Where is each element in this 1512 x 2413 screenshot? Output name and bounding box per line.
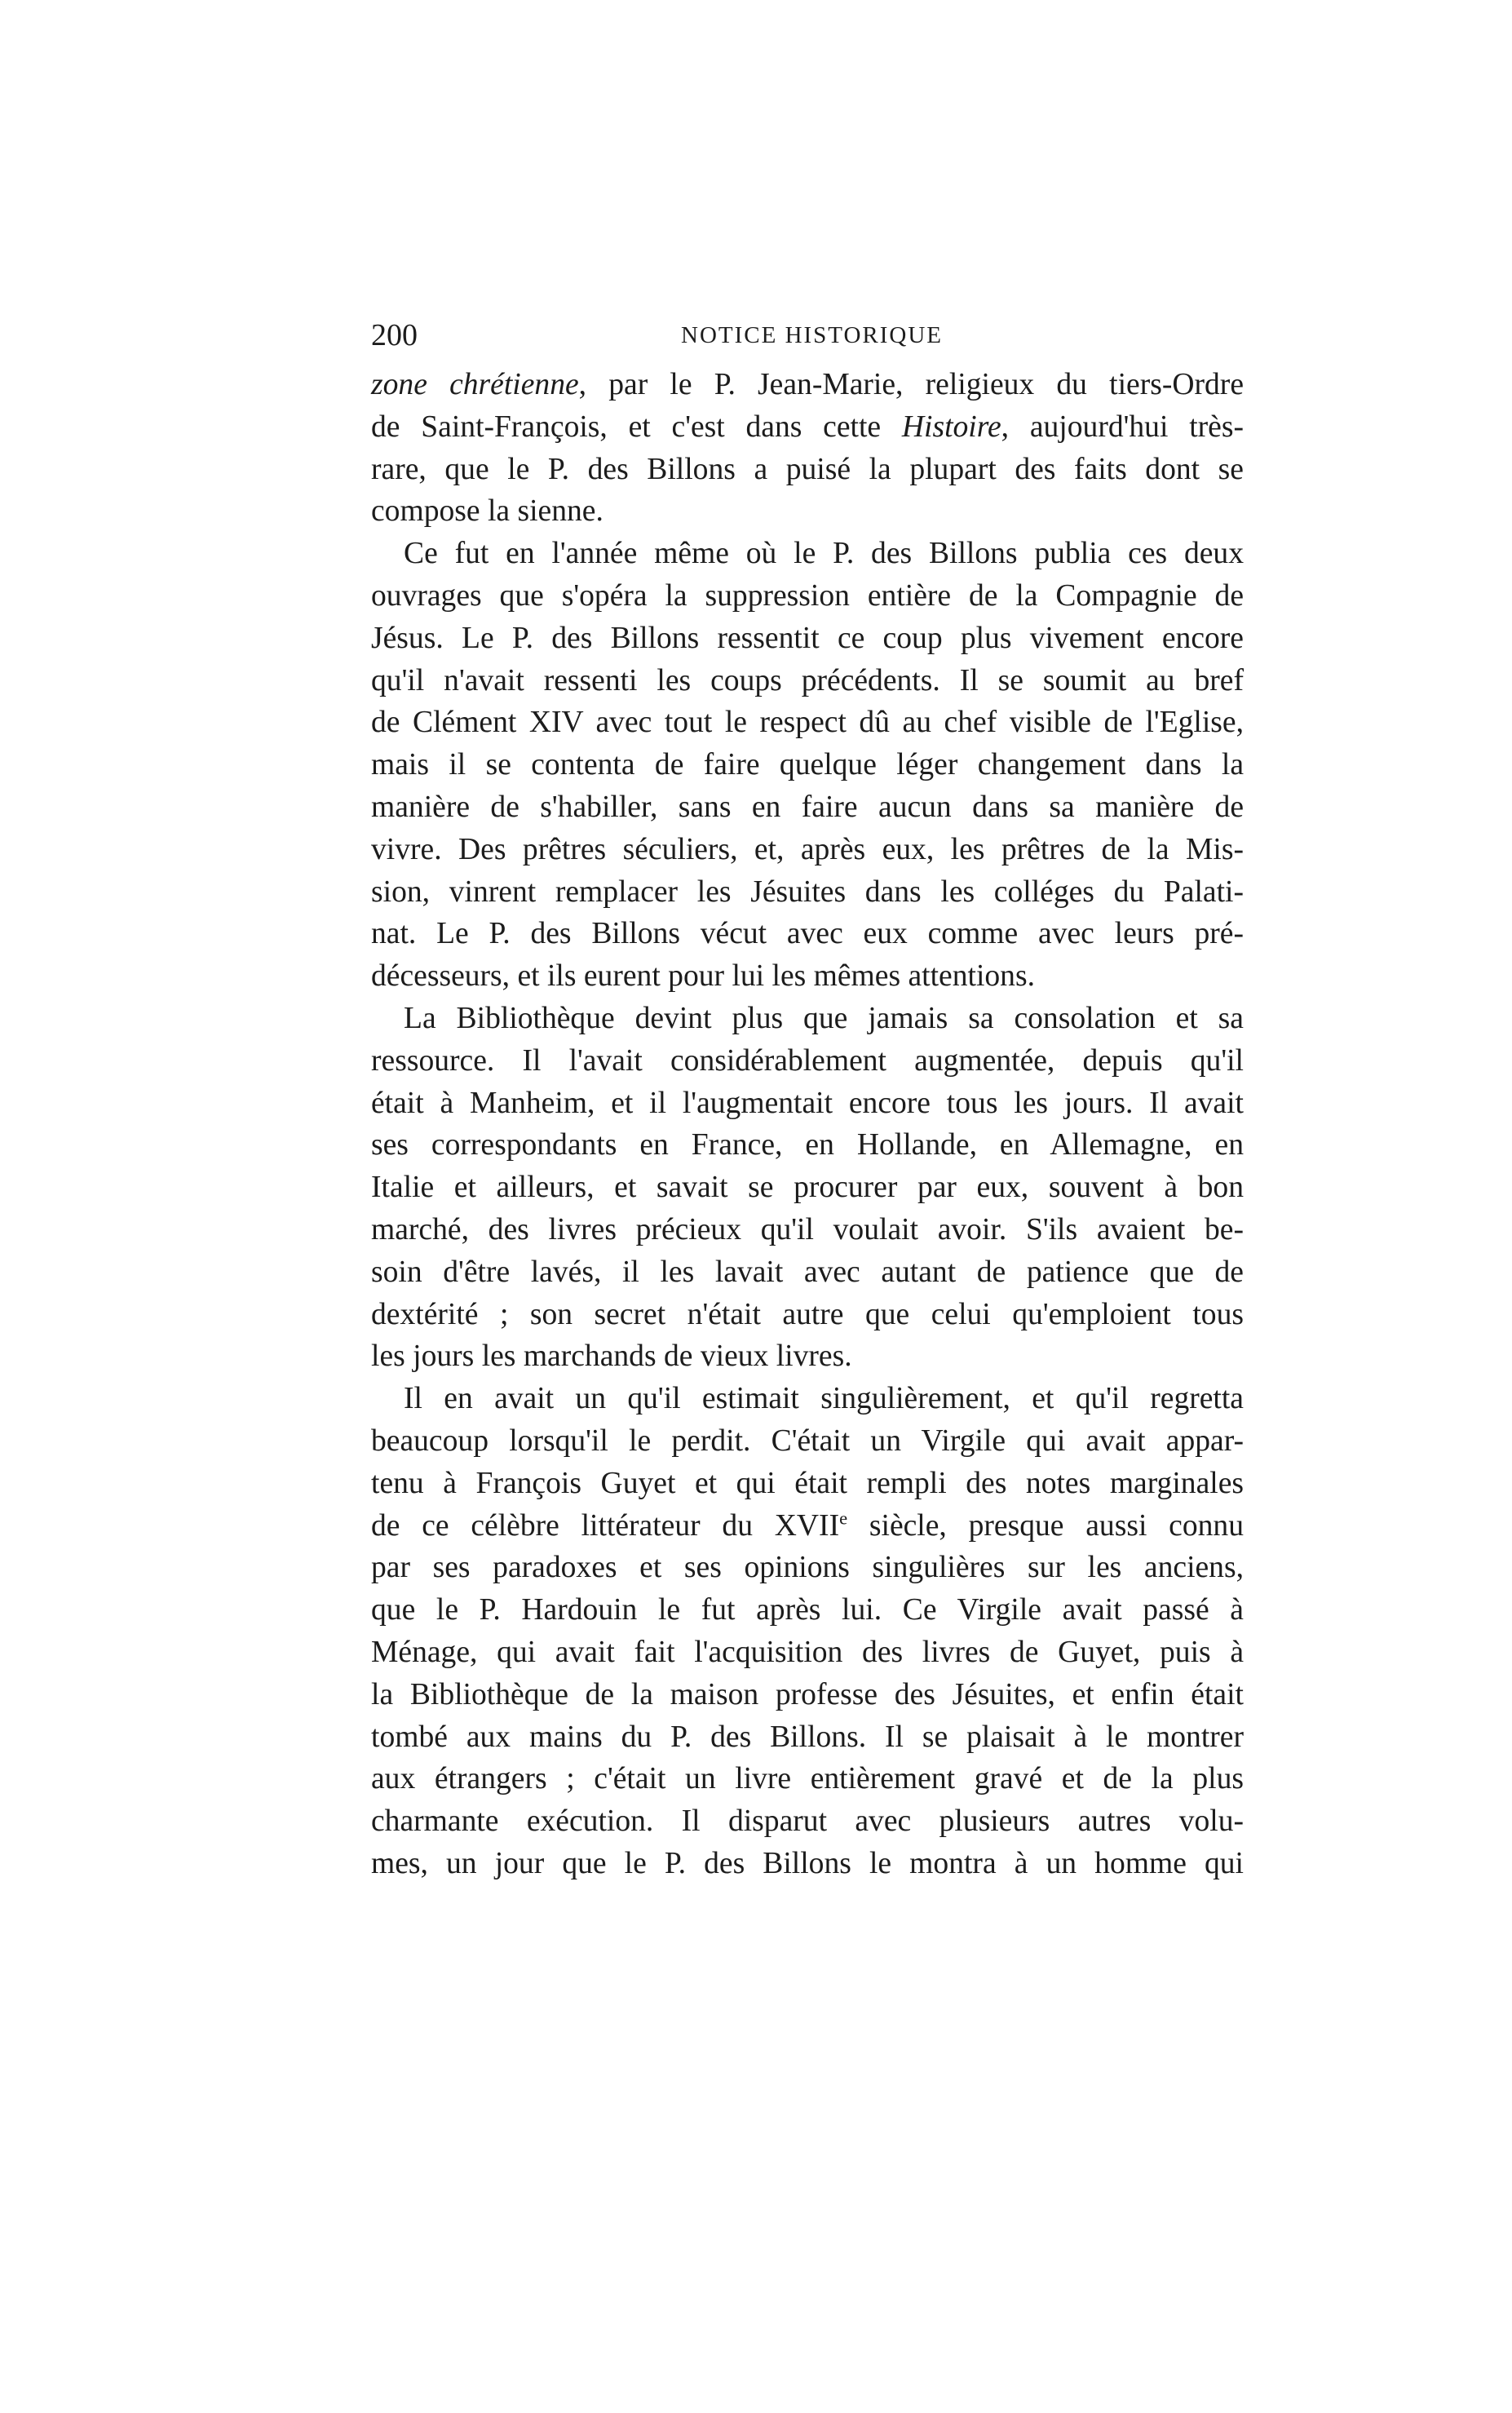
text-line: tenu à François Guyet et qui était rempli des notes marginales [371, 1466, 1244, 1500]
text-line: décesseurs, et ils eurent pour lui les mêmes attentions. [371, 959, 1035, 994]
text-line: que le P. Hardouin le fut après lui. Ce Virgile avait passé à [371, 1593, 1244, 1627]
text-line: beaucoup lorsqu'il le perdit. C'était un Virgile qui avait appar- [371, 1423, 1244, 1458]
body-text [371, 364, 1244, 1885]
paragraph-3 [371, 998, 1244, 1378]
text-line: mes, un jour que le P. des Billons le montra à un homme qui [371, 1846, 1244, 1880]
text-line: zone chrétienne, par le P. Jean-Marie, religieux du tiers-Ordre [371, 368, 1244, 401]
text-line: compose la sienne. [371, 494, 603, 529]
text-line: de Clément XIV avec tout le respect dû au chef visible de l'Eglise, [371, 706, 1244, 740]
text-line: vivre. Des prêtres séculiers, et, après eux, les prêtres de la Mis- [371, 832, 1244, 866]
text-line: ressource. Il l'avait considérablement augmentée, depuis qu'il [371, 1043, 1244, 1078]
text-line: ouvrages que s'opéra la suppression entière de la Compagnie de [371, 578, 1244, 613]
italic-term: zone chrétienne [371, 368, 579, 401]
page-number: 200 [371, 318, 418, 352]
text-line: manière de s'habiller, sans en faire aucun dans sa manière de [371, 790, 1244, 824]
text-line: sion, vinrent remplacer les Jésuites dans les colléges du Palati- [371, 874, 1244, 909]
text-line: Ce fut en l'année même où le P. des Billons publia ces deux [404, 537, 1244, 571]
text-line: qu'il n'avait ressenti les coups précédents. Il se soumit au bref [371, 663, 1244, 697]
text-line: rare, que le P. des Billons a puisé la plupart des faits dont se [371, 452, 1244, 486]
text-line: Il en avait un qu'il estimait singulièrement, et qu'il regretta [404, 1382, 1244, 1416]
text-line: les jours les marchands de vieux livres. [371, 1339, 852, 1374]
text-line: aux étrangers ; c'était un livre entièrement gravé et de la plus [371, 1762, 1244, 1796]
text-line: ses correspondants en France, en Hollande, en Allemagne, en [371, 1128, 1244, 1162]
page-header [371, 315, 1244, 356]
paragraph-1 [371, 364, 1244, 533]
text-line: nat. Le P. des Billons vécut avec eux comme avec leurs pré- [371, 917, 1244, 951]
paragraph-2 [371, 533, 1244, 998]
text-line: Italie et ailleurs, et savait se procurer par eux, souvent à bon [371, 1171, 1244, 1205]
text-line: de Saint-François, et c'est dans cette Histoire, aujourd'hui très- [371, 410, 1244, 444]
text-line: Jésus. Le P. des Billons ressentit ce coup plus vivement encore [371, 621, 1244, 655]
text-line: par ses paradoxes et ses opinions singulières sur les anciens, [371, 1551, 1244, 1585]
text-line: mais il se contenta de faire quelque léger changement dans la [371, 748, 1244, 782]
text-line: charmante exécution. Il disparut avec plusieurs autres volu- [371, 1804, 1244, 1839]
text-line: dextérité ; son secret n'était autre que celui qu'emploient tous [371, 1297, 1244, 1331]
italic-term: Histoire [901, 410, 1001, 444]
text-line: Ménage, qui avait fait l'acquisition des livres de Guyet, puis à [371, 1635, 1244, 1669]
running-title: NOTICE HISTORIQUE [681, 322, 944, 348]
text-line: marché, des livres précieux qu'il voulait avoir. S'ils avaient be- [371, 1212, 1244, 1246]
text-line: tombé aux mains du P. des Billons. Il se plaisait à le montrer [371, 1720, 1244, 1754]
text-line: La Bibliothèque devint plus que jamais sa consolation et sa [404, 1001, 1244, 1035]
text-line: était à Manheim, et il l'augmentait encore tous les jours. Il avait [371, 1086, 1244, 1120]
text-line: la Bibliothèque de la maison professe des Jésuites, et enfin était [371, 1677, 1244, 1711]
text-line: de ce célèbre littérateur du XVIIe siècle, presque aussi connu [371, 1507, 1244, 1543]
paragraph-4 [371, 1378, 1244, 1885]
text-line: soin d'être lavés, il les lavait avec autant de patience que de [371, 1255, 1244, 1289]
